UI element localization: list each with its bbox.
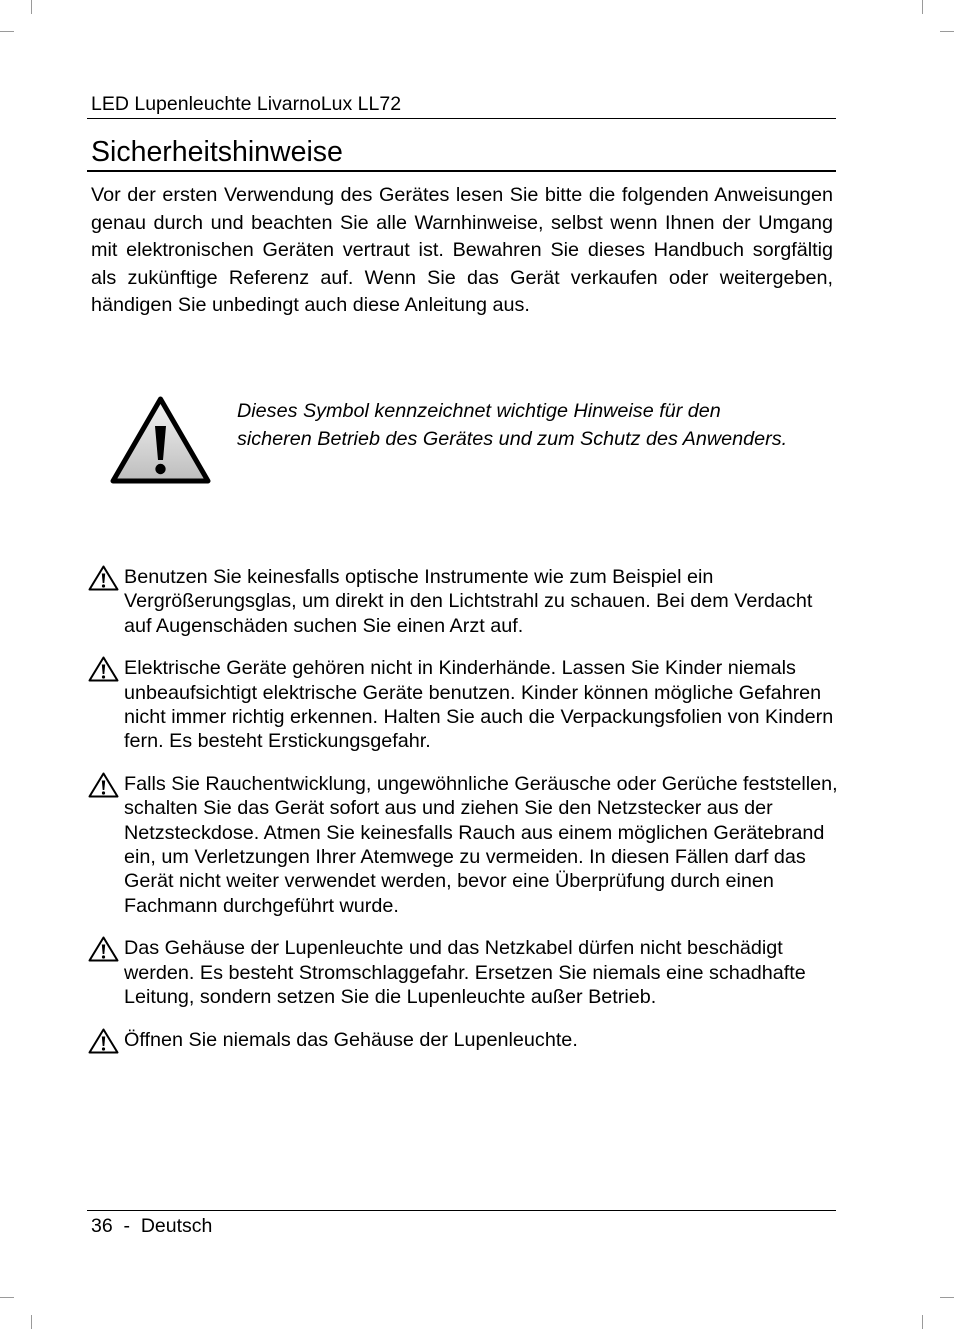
warning-icon: [88, 656, 119, 682]
warning-text: Das Gehäuse der Lupenleuchte und das Netzkabel dürfen nicht beschädigt werden. Es besteht Stromschlaggefahr. Ersetzen Sie niemals eine schadhafte Leitung, sondern setzen Sie die Lupenleuchte außer Betrieb.: [124, 937, 806, 1009]
crop-mark: [0, 1297, 14, 1298]
warning-text: Benutzen Sie keinesfalls optische Instrumente wie zum Beispiel ein Vergrößerungsglas, um direkt in den Lichtstrahl zu schauen. Bei dem Verdacht auf Augenschäden suchen Sie einen Arzt auf.: [124, 566, 813, 637]
crop-mark: [922, 0, 923, 14]
warning-text: Elektrische Geräte gehören nicht in Kinderhände. Lassen Sie Kinder niemals unbeaufsichtigt elektrische Geräte benutzen. Kinder können mögliche Gefahren nicht immer richtig erkennen. Halten Sie auch die Verpackungsfolien von Kindern fern. Es besteht Erstickungsgefahr.: [124, 657, 834, 753]
section-title: Sicherheitshinweise: [91, 136, 343, 168]
warning-item: [88, 656, 838, 754]
warning-text: Falls Sie Rauchentwicklung, ungewöhnliche Geräusche oder Gerüche feststellen, schalten Sie das Gerät sofort aus und ziehen Sie den Netzstecker aus der Netzsteckdose. Atmen Sie keinesfalls Rauch aus einem möglichen Gerätebrand ein, um Verletzungen Ihrer Atemwege zu vermeiden. In diesen Fällen darf das Gerät nicht weiter verwendet werden, bevor eine Überprüfung durch einen Fachmann durchgeführt wurde.: [124, 772, 838, 917]
warnings-list: [88, 565, 838, 1070]
page-number: 36 - Deutsch: [91, 1215, 213, 1237]
warning-triangle-icon: [110, 396, 211, 484]
warning-item: [88, 772, 838, 918]
symbol-note: Dieses Symbol kennzeichnet wichtige Hinweise für den sicheren Betrieb des Gerätes und zum Schutz des Anwenders.: [237, 400, 788, 450]
footer-rule: [87, 1210, 836, 1211]
crop-mark: [31, 0, 32, 14]
crop-mark: [940, 31, 954, 32]
intro-paragraph: Vor der ersten Verwendung des Gerätes lesen Sie bitte die folgenden Anweisungen genau durch und beachten Sie alle Warnhinweise, selbst wenn Ihnen der Umgang mit elektronischen Geräten vertraut ist. Bewahren Sie dieses Handbuch sorgfältig als zukünftige Referenz auf. Wenn Sie das Gerät verkaufen oder weitergeben, händigen Sie unbedingt auch diese Anleitung aus.: [91, 184, 833, 316]
warning-item: [88, 936, 838, 1009]
warning-icon: [88, 565, 119, 591]
running-header: LED Lupenleuchte LivarnoLux LL72: [91, 93, 402, 115]
section-rule: [87, 170, 836, 172]
crop-mark: [0, 31, 14, 32]
warning-item: [88, 565, 838, 638]
crop-mark: [940, 1297, 954, 1298]
crop-mark: [31, 1315, 32, 1329]
header-rule: [87, 118, 836, 119]
warning-text: Öffnen Sie niemals das Gehäuse der Lupenleuchte.: [124, 1028, 578, 1051]
warning-icon: [88, 936, 119, 962]
crop-mark: [922, 1315, 923, 1329]
warning-icon: [88, 1028, 119, 1054]
warning-icon: [88, 772, 119, 798]
warning-item: [88, 1028, 838, 1052]
